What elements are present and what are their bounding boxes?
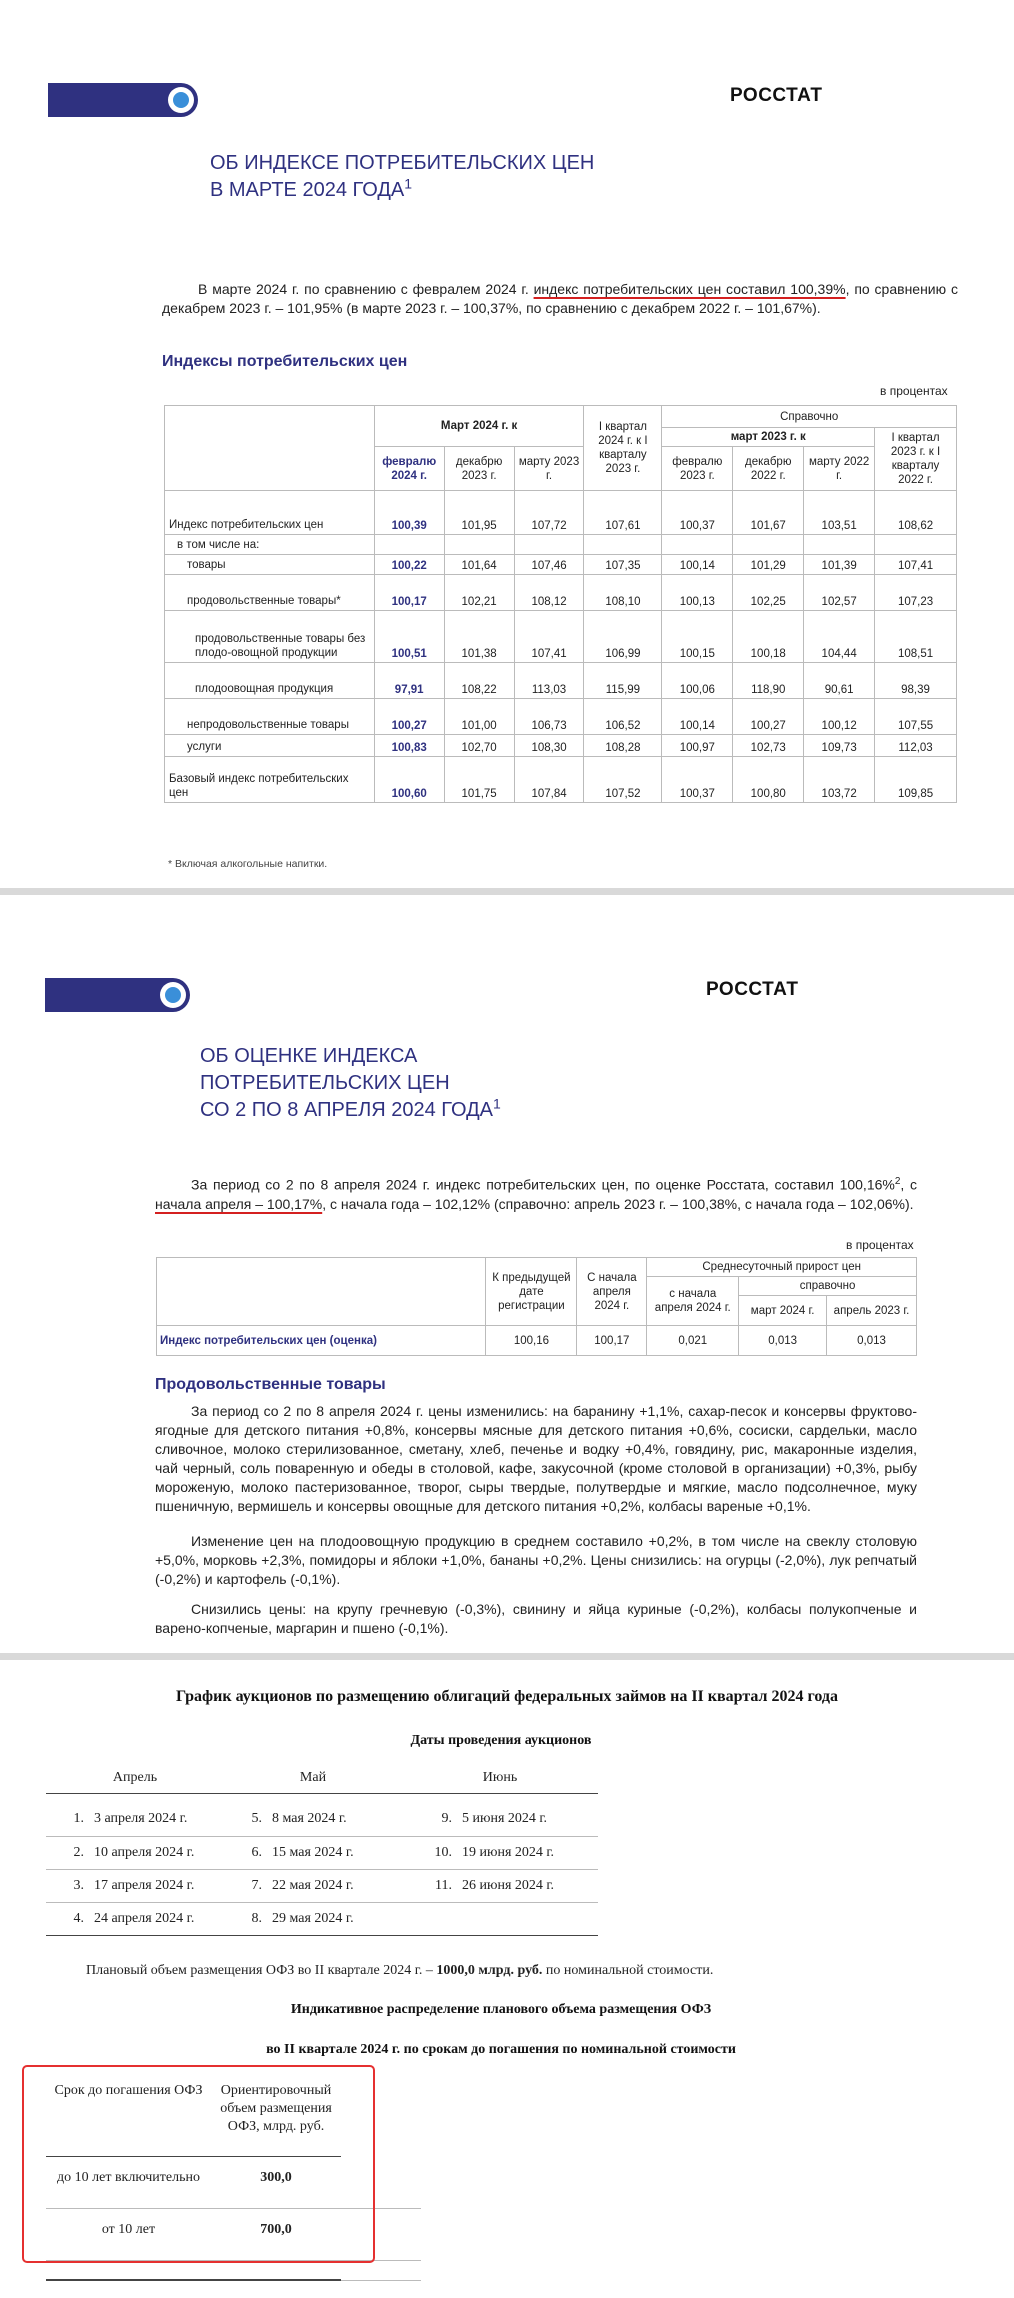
ofz-auction-panel xyxy=(0,1660,1014,2298)
cell-value: 102,21 xyxy=(444,575,514,611)
header-feb-2023: февралю 2023 г. xyxy=(662,447,733,491)
distribution-title-2: во II квартале 2024 г. по срокам до погашения по номинальной стоимости xyxy=(266,2042,736,2057)
cell-value: 101,75 xyxy=(444,757,514,803)
food-heading: Продовольственные товары xyxy=(155,1376,386,1393)
food-paragraph-2: Изменение цен на плодоовощную продукцию в среднем составило +0,2%, в том числе на свеклу столовую +5,0%, морковь +2,3%, помидоры и яблоки +1,0%, бананы +0,2%. Цены снизились: на огурцы (-2,0%), лук репчатый (-0,2%) и картофель (-0,1%). xyxy=(155,1533,917,1587)
brand-name: РОССТАТ xyxy=(730,85,823,106)
panel-separator xyxy=(0,1653,1014,1660)
cell-value: 107,52 xyxy=(584,757,662,803)
auction-number: 5. xyxy=(224,1803,272,1836)
unit-label: в процентах xyxy=(880,384,948,398)
auction-date: 3 апреля 2024 г. xyxy=(94,1803,224,1836)
cell-value xyxy=(514,535,584,555)
cell-value: 101,67 xyxy=(733,491,804,535)
volume-cell: 700,0 xyxy=(211,2208,341,2260)
cell-value: 108,22 xyxy=(444,663,514,699)
cell-value: 115,99 xyxy=(584,663,662,699)
cell-value: 100,22 xyxy=(374,555,444,575)
header-prev-date: К предыдущей дате регистрации xyxy=(486,1258,577,1326)
auction-number: 8. xyxy=(224,1902,272,1935)
row-label: плодоовощная продукция xyxy=(165,663,375,699)
cell-value: 104,44 xyxy=(804,611,875,663)
cell-value: 107,61 xyxy=(584,491,662,535)
cpi-estimate-table xyxy=(156,1257,917,1356)
cell-value: 106,73 xyxy=(514,699,584,735)
row-label: услуги xyxy=(165,735,375,757)
table-row xyxy=(165,757,957,803)
cell-value: 109,73 xyxy=(804,735,875,757)
cell-value: 107,55 xyxy=(875,699,957,735)
auction-dates-table xyxy=(46,1763,598,1936)
cpi-table xyxy=(164,405,957,803)
cell-value: 100,12 xyxy=(804,699,875,735)
distribution-title-1: Индикативное распределение планового объема размещения ОФЗ xyxy=(290,2002,712,2017)
brand-name: РОССТАТ xyxy=(706,979,799,1000)
cell-value: 100,60 xyxy=(374,757,444,803)
cell-value: 100,27 xyxy=(733,699,804,735)
cell-value: 103,72 xyxy=(804,757,875,803)
cell-value xyxy=(584,535,662,555)
table-row xyxy=(46,1869,598,1902)
header-daily-growth: Среднесуточный прирост цен xyxy=(647,1258,917,1277)
cell-value: 108,28 xyxy=(584,735,662,757)
row-label: в том числе на: xyxy=(165,535,375,555)
intro-paragraph: В марте 2024 г. по сравнению с февралем 2024 г. индекс потребительских цен составил 100,39%, по сравнению с декабрем 2023 г. – 101,95% (в марте 2023 г. – 100,37%, по сравнению с декабрем 2022 г. – 101,67%). xyxy=(162,281,958,316)
cell-value: 100,27 xyxy=(374,699,444,735)
row-label: Индекс потребительских цен xyxy=(165,491,375,535)
table-row xyxy=(165,535,957,555)
header-march-2023: март 2023 г. к xyxy=(662,428,875,447)
auction-date: 29 мая 2024 г. xyxy=(272,1902,402,1935)
cell-value: 102,57 xyxy=(804,575,875,611)
cell-value: 101,38 xyxy=(444,611,514,663)
highlighted-since-april: начала апреля – 100,17% xyxy=(155,1195,323,1212)
table-row xyxy=(165,611,957,663)
rosstat-logo-icon xyxy=(160,982,186,1008)
cell-value: 107,72 xyxy=(514,491,584,535)
auction-dates-title: Даты проведения аукционов xyxy=(410,1733,592,1748)
cell-value: 103,51 xyxy=(804,491,875,535)
header-mar-2023: марту 2023 г. xyxy=(514,447,584,491)
label-header xyxy=(165,406,375,491)
row-label: продовольственные товары* xyxy=(165,575,375,611)
cell-value: 100,51 xyxy=(374,611,444,663)
auction-date: 19 июня 2024 г. xyxy=(462,1836,598,1869)
header-since-april-2024: с начала апреля 2024 г. xyxy=(647,1277,739,1326)
row-label: Базовый индекс потребительских цен xyxy=(165,757,375,803)
cell-value: 100,83 xyxy=(374,735,444,757)
cell-value: 100,37 xyxy=(662,757,733,803)
auction-number: 10. xyxy=(402,1836,462,1869)
cell-value: 113,03 xyxy=(514,663,584,699)
cell-value: 101,29 xyxy=(733,555,804,575)
panel-separator xyxy=(0,888,1014,895)
auction-number: 6. xyxy=(224,1836,272,1869)
cell-value: 98,39 xyxy=(875,663,957,699)
header-mar-2024: март 2024 г. xyxy=(739,1296,827,1326)
cell-value: 100,80 xyxy=(733,757,804,803)
month-april: Апрель xyxy=(46,1763,224,1793)
cell-value: 112,03 xyxy=(875,735,957,757)
cell-value: 0,013 xyxy=(827,1326,917,1356)
cell-value: 108,10 xyxy=(584,575,662,611)
cell-value xyxy=(733,535,804,555)
cell-value: 108,12 xyxy=(514,575,584,611)
cell-value: 102,25 xyxy=(733,575,804,611)
header-reference: Справочно xyxy=(662,406,957,428)
rosstat-logo-bar xyxy=(45,978,190,1012)
header-mar-2022: марту 2022 г. xyxy=(804,447,875,491)
row-label: непродовольственные товары xyxy=(165,699,375,735)
page-title: ОБ ИНДЕКСЕ ПОТРЕБИТЕЛЬСКИХ ЦЕН В МАРТЕ 2024 ГОДА$^1$ xyxy=(210,152,595,201)
auction-date xyxy=(462,1902,598,1935)
cell-value: 108,30 xyxy=(514,735,584,757)
footnote: * Включая алкогольные напитки. xyxy=(168,858,328,870)
cell-value: 108,62 xyxy=(875,491,957,535)
table-row xyxy=(157,1326,917,1356)
page-title: ОБ ОЦЕНКЕ ИНДЕКСА ПОТРЕБИТЕЛЬСКИХ ЦЕН СО 2 ПО 8 АПРЕЛЯ 2024 ГОДА$^1$ xyxy=(200,1045,501,1121)
cell-value: 107,46 xyxy=(514,555,584,575)
auction-number: 9. xyxy=(402,1803,462,1836)
auction-date: 5 июня 2024 г. xyxy=(462,1803,598,1836)
row-label: продовольственные товары без плодо-овощной продукции xyxy=(165,611,375,663)
cell-value: 100,15 xyxy=(662,611,733,663)
cell-value: 100,14 xyxy=(662,699,733,735)
cell-value: 100,16 xyxy=(486,1326,577,1356)
cell-value xyxy=(804,535,875,555)
table-row xyxy=(165,575,957,611)
cell-value: 100,06 xyxy=(662,663,733,699)
cell-value: 100,13 xyxy=(662,575,733,611)
row-label: Индекс потребительских цен (оценка) xyxy=(157,1326,486,1356)
cpi-march-panel xyxy=(0,0,1014,888)
highlighted-cpi: индекс потребительских цен составил 100,39% xyxy=(533,281,846,297)
cell-value: 106,52 xyxy=(584,699,662,735)
cell-value: 107,35 xyxy=(584,555,662,575)
auction-date: 15 мая 2024 г. xyxy=(272,1836,402,1869)
cell-value: 101,64 xyxy=(444,555,514,575)
food-paragraph-3: Снизились цены: на крупу гречневую (-0,3%), свинину и яйца куриные (-0,2%), колбасы полукопченые и варено-копченые, маргарин и пшено (-0,1%). xyxy=(155,1601,917,1636)
row-label: товары xyxy=(165,555,375,575)
header-q1-2023: I квартал 2023 г. к I кварталу 2022 г. xyxy=(875,428,957,491)
auction-number: 7. xyxy=(224,1869,272,1902)
cell-value: 107,41 xyxy=(514,611,584,663)
auction-date: 24 апреля 2024 г. xyxy=(94,1902,224,1935)
table-row xyxy=(46,1803,598,1836)
cell-value: 109,85 xyxy=(875,757,957,803)
header-q1: I квартал 2024 г. к I кварталу 2023 г. xyxy=(584,406,662,491)
auction-number: 2. xyxy=(46,1836,94,1869)
cell-value: 100,39 xyxy=(374,491,444,535)
cell-value: 101,39 xyxy=(804,555,875,575)
table-row xyxy=(46,1902,598,1935)
auction-date: 10 апреля 2024 г. xyxy=(94,1836,224,1869)
auction-number: 1. xyxy=(46,1803,94,1836)
cell-value: 102,70 xyxy=(444,735,514,757)
header-reference: справочно xyxy=(739,1277,917,1296)
term-cell: до 10 лет включительно xyxy=(46,2156,211,2208)
auction-title: График аукционов по размещению облигаций федеральных займов на II квартал 2024 года xyxy=(175,1688,838,1705)
table-row xyxy=(165,699,957,735)
auction-date: 8 мая 2024 г. xyxy=(272,1803,402,1836)
table-row xyxy=(46,1836,598,1869)
highlight-box xyxy=(22,2065,375,2263)
cell-value: 107,84 xyxy=(514,757,584,803)
header-since-april: С начала апреля 2024 г. xyxy=(577,1258,647,1326)
header-march: Март 2024 г. к xyxy=(374,406,584,447)
auction-number: 3. xyxy=(46,1869,94,1902)
cpi-weekly-panel xyxy=(0,895,1014,1653)
term-cell: от 10 лет xyxy=(46,2208,211,2260)
cell-value: 0,021 xyxy=(647,1326,739,1356)
table-heading: Индексы потребительских цен xyxy=(162,353,408,370)
cell-value: 100,17 xyxy=(577,1326,647,1356)
cell-value: 100,18 xyxy=(733,611,804,663)
header-feb-2024: февралю 2024 г. xyxy=(374,447,444,491)
cell-value: 101,95 xyxy=(444,491,514,535)
cell-value: 97,91 xyxy=(374,663,444,699)
header-dec-2023: декабрю 2023 г. xyxy=(444,447,514,491)
auction-number: 4. xyxy=(46,1902,94,1935)
cell-value: 108,51 xyxy=(875,611,957,663)
cell-value: 100,17 xyxy=(374,575,444,611)
cell-value: 106,99 xyxy=(584,611,662,663)
auction-number xyxy=(402,1902,462,1935)
unit-label: в процентах xyxy=(846,1238,914,1252)
month-june: Июнь xyxy=(402,1763,598,1793)
auction-number: 11. xyxy=(402,1869,462,1902)
label-header xyxy=(157,1258,486,1326)
cell-value: 107,23 xyxy=(875,575,957,611)
cell-value: 0,013 xyxy=(739,1326,827,1356)
cell-value xyxy=(662,535,733,555)
cell-value: 100,97 xyxy=(662,735,733,757)
table-row xyxy=(165,491,957,535)
intro-paragraph: За период со 2 по 8 апреля 2024 г. индекс потребительских цен, по оценке Росстата, составил 100,16%$^2$, с начала апреля – 100,17%, с начала года – 102,12% (справочно: апрель 2023 г. – 100,38%, с начала года – 102,06%). xyxy=(155,1176,917,1212)
volume-cell: 300,0 xyxy=(211,2156,341,2208)
table-row xyxy=(165,735,957,757)
cell-value: 100,14 xyxy=(662,555,733,575)
cell-value: 101,00 xyxy=(444,699,514,735)
cell-value: 107,41 xyxy=(875,555,957,575)
auction-date: 22 мая 2024 г. xyxy=(272,1869,402,1902)
rosstat-logo-bar xyxy=(48,83,198,117)
header-volume: Ориентировочный объем размещения ОФЗ, млрд. руб. xyxy=(211,2070,341,2156)
table-row xyxy=(165,555,957,575)
auction-date: 26 июня 2024 г. xyxy=(462,1869,598,1902)
cell-value: 102,73 xyxy=(733,735,804,757)
cell-value xyxy=(875,535,957,555)
auction-date: 17 апреля 2024 г. xyxy=(94,1869,224,1902)
cell-value xyxy=(374,535,444,555)
month-may: Май xyxy=(224,1763,402,1793)
rosstat-logo-icon xyxy=(168,87,194,113)
header-apr-2023: апрель 2023 г. xyxy=(827,1296,917,1326)
cell-value: 90,61 xyxy=(804,663,875,699)
table-row xyxy=(165,663,957,699)
plan-volume-text: Плановый объем размещения ОФЗ во II квартале 2024 г. – 1000,0 млрд. руб. по номинальной стоимости. xyxy=(86,1963,714,1978)
food-paragraph-1: За период со 2 по 8 апреля 2024 г. цены изменились: на баранину +1,1%, сахар-песок и консервы фруктово-ягодные для детского питания +0,8%, консервы мясные для детского питания +0,6%, сосиски, сардельки, масло сливочное, молоко стерилизованное, сметану, хлеб, печенье и водку +0,4%, говядину, рис, макаронные изделия, чай черный, соль поваренную и обеды в столовой, кафе, закусочной (кроме столовой в организации) +0,3%, рыбу мороженую, молоко пастеризованное, творог, сыры твердые, полутвердые и мягкие, масло подсолнечное, муку пшеничную, вермишель и консервы овощные для детского питания +0,2%, колбасы вареные +0,1%. xyxy=(155,1403,917,1514)
header-dec-2022: декабрю 2022 г. xyxy=(733,447,804,491)
header-term: Срок до погашения ОФЗ xyxy=(46,2070,211,2156)
cell-value xyxy=(444,535,514,555)
cell-value: 100,37 xyxy=(662,491,733,535)
cell-value: 118,90 xyxy=(733,663,804,699)
